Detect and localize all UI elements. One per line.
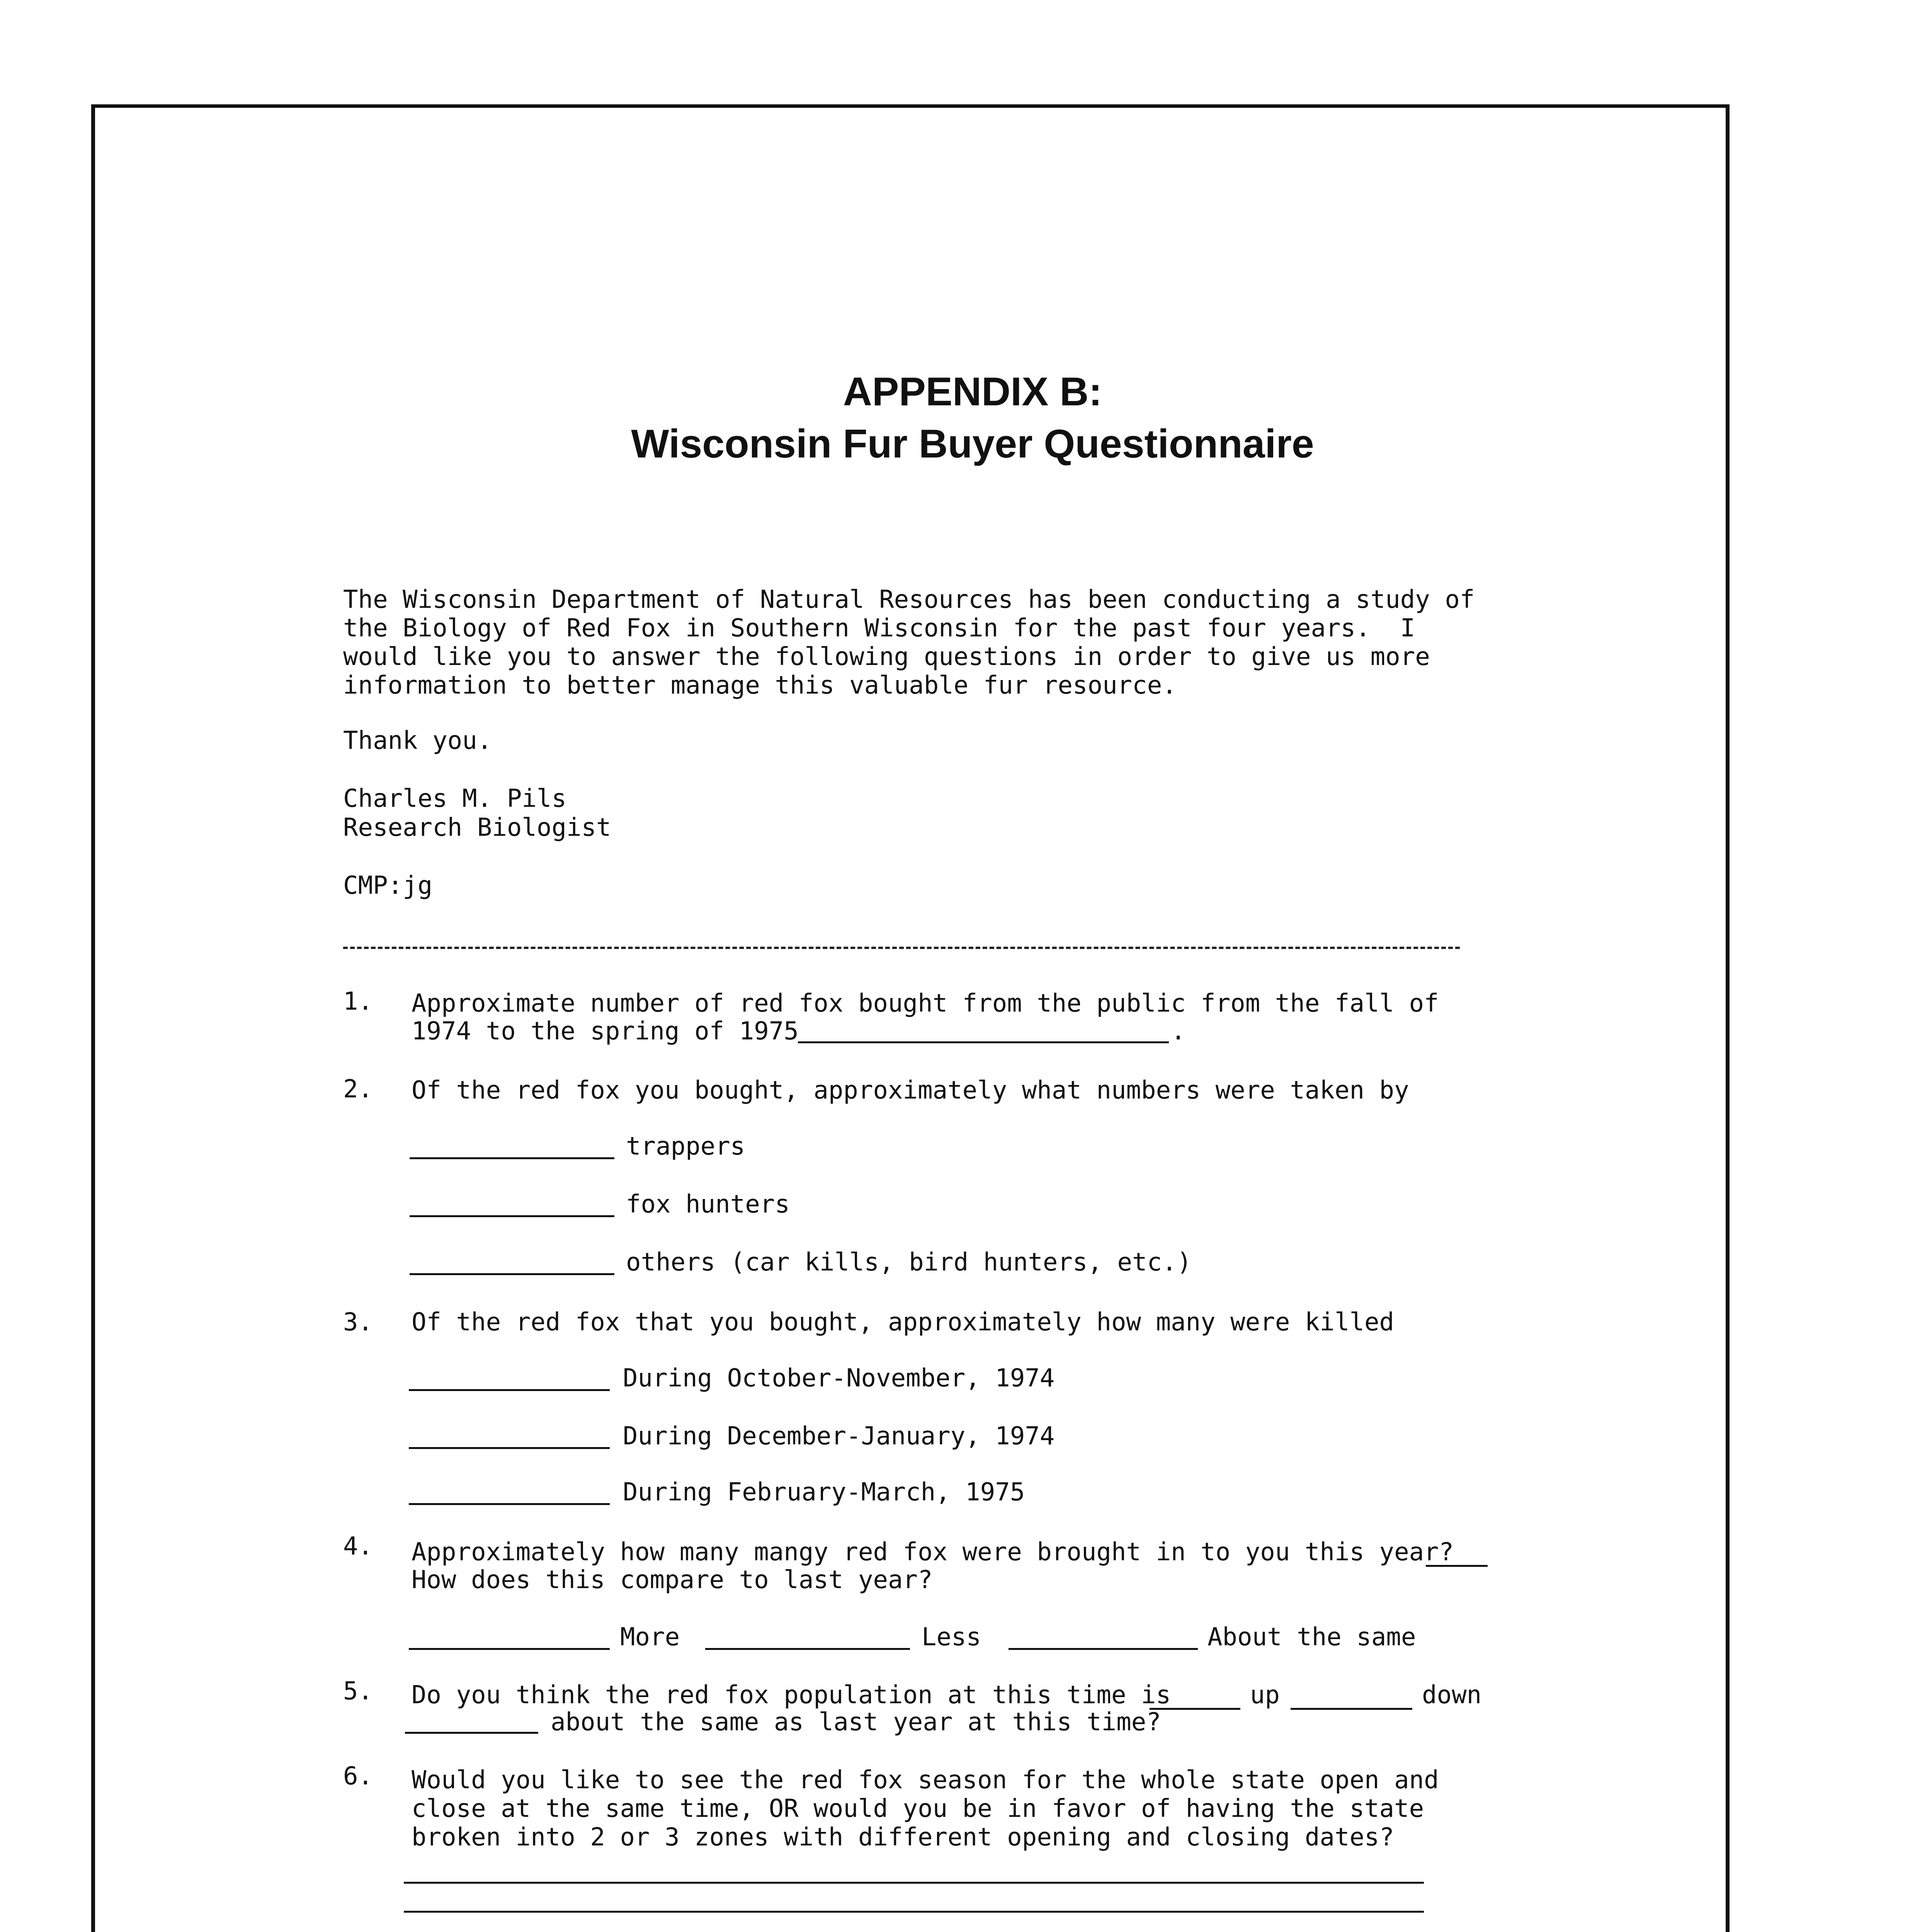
question-number: 6.	[343, 1762, 373, 1791]
option-label: During February-March, 1975	[623, 1478, 1025, 1507]
question-text: Of the red fox that you bought, approximately how many were killed	[412, 1308, 1395, 1337]
answer-line[interactable]	[1291, 1708, 1412, 1710]
question-text: broken into 2 or 3 zones with different opening and closing dates?	[412, 1823, 1395, 1852]
question-number: 5.	[343, 1677, 373, 1706]
signature-name: Charles M. Pils	[343, 784, 566, 813]
appendix-title: APPENDIX B:	[843, 369, 1102, 414]
answer-line[interactable]	[405, 1732, 538, 1734]
answer-line[interactable]	[1009, 1648, 1198, 1650]
option-label: trappers	[626, 1132, 745, 1161]
answer-line[interactable]	[1426, 1565, 1488, 1567]
answer-line[interactable]	[409, 1503, 610, 1505]
initials: CMP:jg	[343, 871, 433, 900]
answer-line[interactable]	[705, 1648, 910, 1650]
option-more: More	[620, 1623, 680, 1651]
question-text: close at the same time, OR would you be in favor of having the state	[412, 1794, 1424, 1823]
question-number: 4.	[343, 1532, 373, 1561]
option-less: Less	[922, 1623, 981, 1651]
option-label: During October-November, 1974	[623, 1364, 1055, 1393]
intro-line: would like you to answer the following questions in order to give us more	[343, 643, 1430, 671]
answer-line[interactable]	[409, 1447, 610, 1449]
signature-title: Research Biologist	[343, 813, 611, 842]
option-label: During December-January, 1974	[623, 1422, 1055, 1451]
intro-line: The Wisconsin Department of Natural Resources has been conducting a study of	[343, 585, 1475, 614]
answer-line[interactable]	[404, 1911, 1424, 1913]
answer-line[interactable]	[409, 1389, 610, 1391]
intro-line: the Biology of Red Fox in Southern Wisconsin for the past four years. I	[343, 614, 1415, 643]
question-text: Of the red fox you bought, approximately what numbers were taken by	[412, 1076, 1409, 1105]
question-number: 1.	[343, 987, 373, 1016]
dashed-divider	[343, 947, 1460, 949]
question-text: Approximately how many mangy red fox were brought in to you this year?	[412, 1538, 1454, 1566]
questionnaire-title: Wisconsin Fur Buyer Questionnaire	[631, 422, 1314, 466]
question-number: 3.	[343, 1308, 373, 1337]
question-text: Approximate number of red fox bought from the public from the fall of	[412, 989, 1439, 1018]
option-up: up	[1250, 1681, 1280, 1709]
intro-line: information to better manage this valuable fur resource.	[343, 671, 1177, 700]
question-text: Would you like to see the red fox season for the whole state open and	[412, 1766, 1439, 1794]
question-text: about the same as last year at this time?	[551, 1708, 1161, 1736]
answer-line[interactable]	[410, 1215, 614, 1217]
option-label: fox hunters	[626, 1190, 790, 1219]
period: .	[1171, 1017, 1186, 1046]
answer-line[interactable]	[409, 1648, 610, 1650]
option-down: down	[1422, 1681, 1482, 1709]
option-label: others (car kills, bird hunters, etc.)	[626, 1248, 1192, 1277]
answer-line[interactable]	[1150, 1708, 1240, 1710]
question-text: Do you think the red fox population at this time is	[412, 1681, 1171, 1709]
option-about-same: About the same	[1208, 1623, 1416, 1651]
question-text: 1974 to the spring of 1975	[412, 1017, 799, 1046]
thanks-text: Thank you.	[343, 726, 492, 755]
answer-line[interactable]	[404, 1882, 1424, 1884]
answer-line[interactable]	[410, 1273, 614, 1275]
answer-line[interactable]	[798, 1041, 1169, 1043]
answer-line[interactable]	[410, 1157, 614, 1159]
question-text: How does this compare to last year?	[412, 1566, 933, 1594]
question-number: 2.	[343, 1075, 373, 1104]
